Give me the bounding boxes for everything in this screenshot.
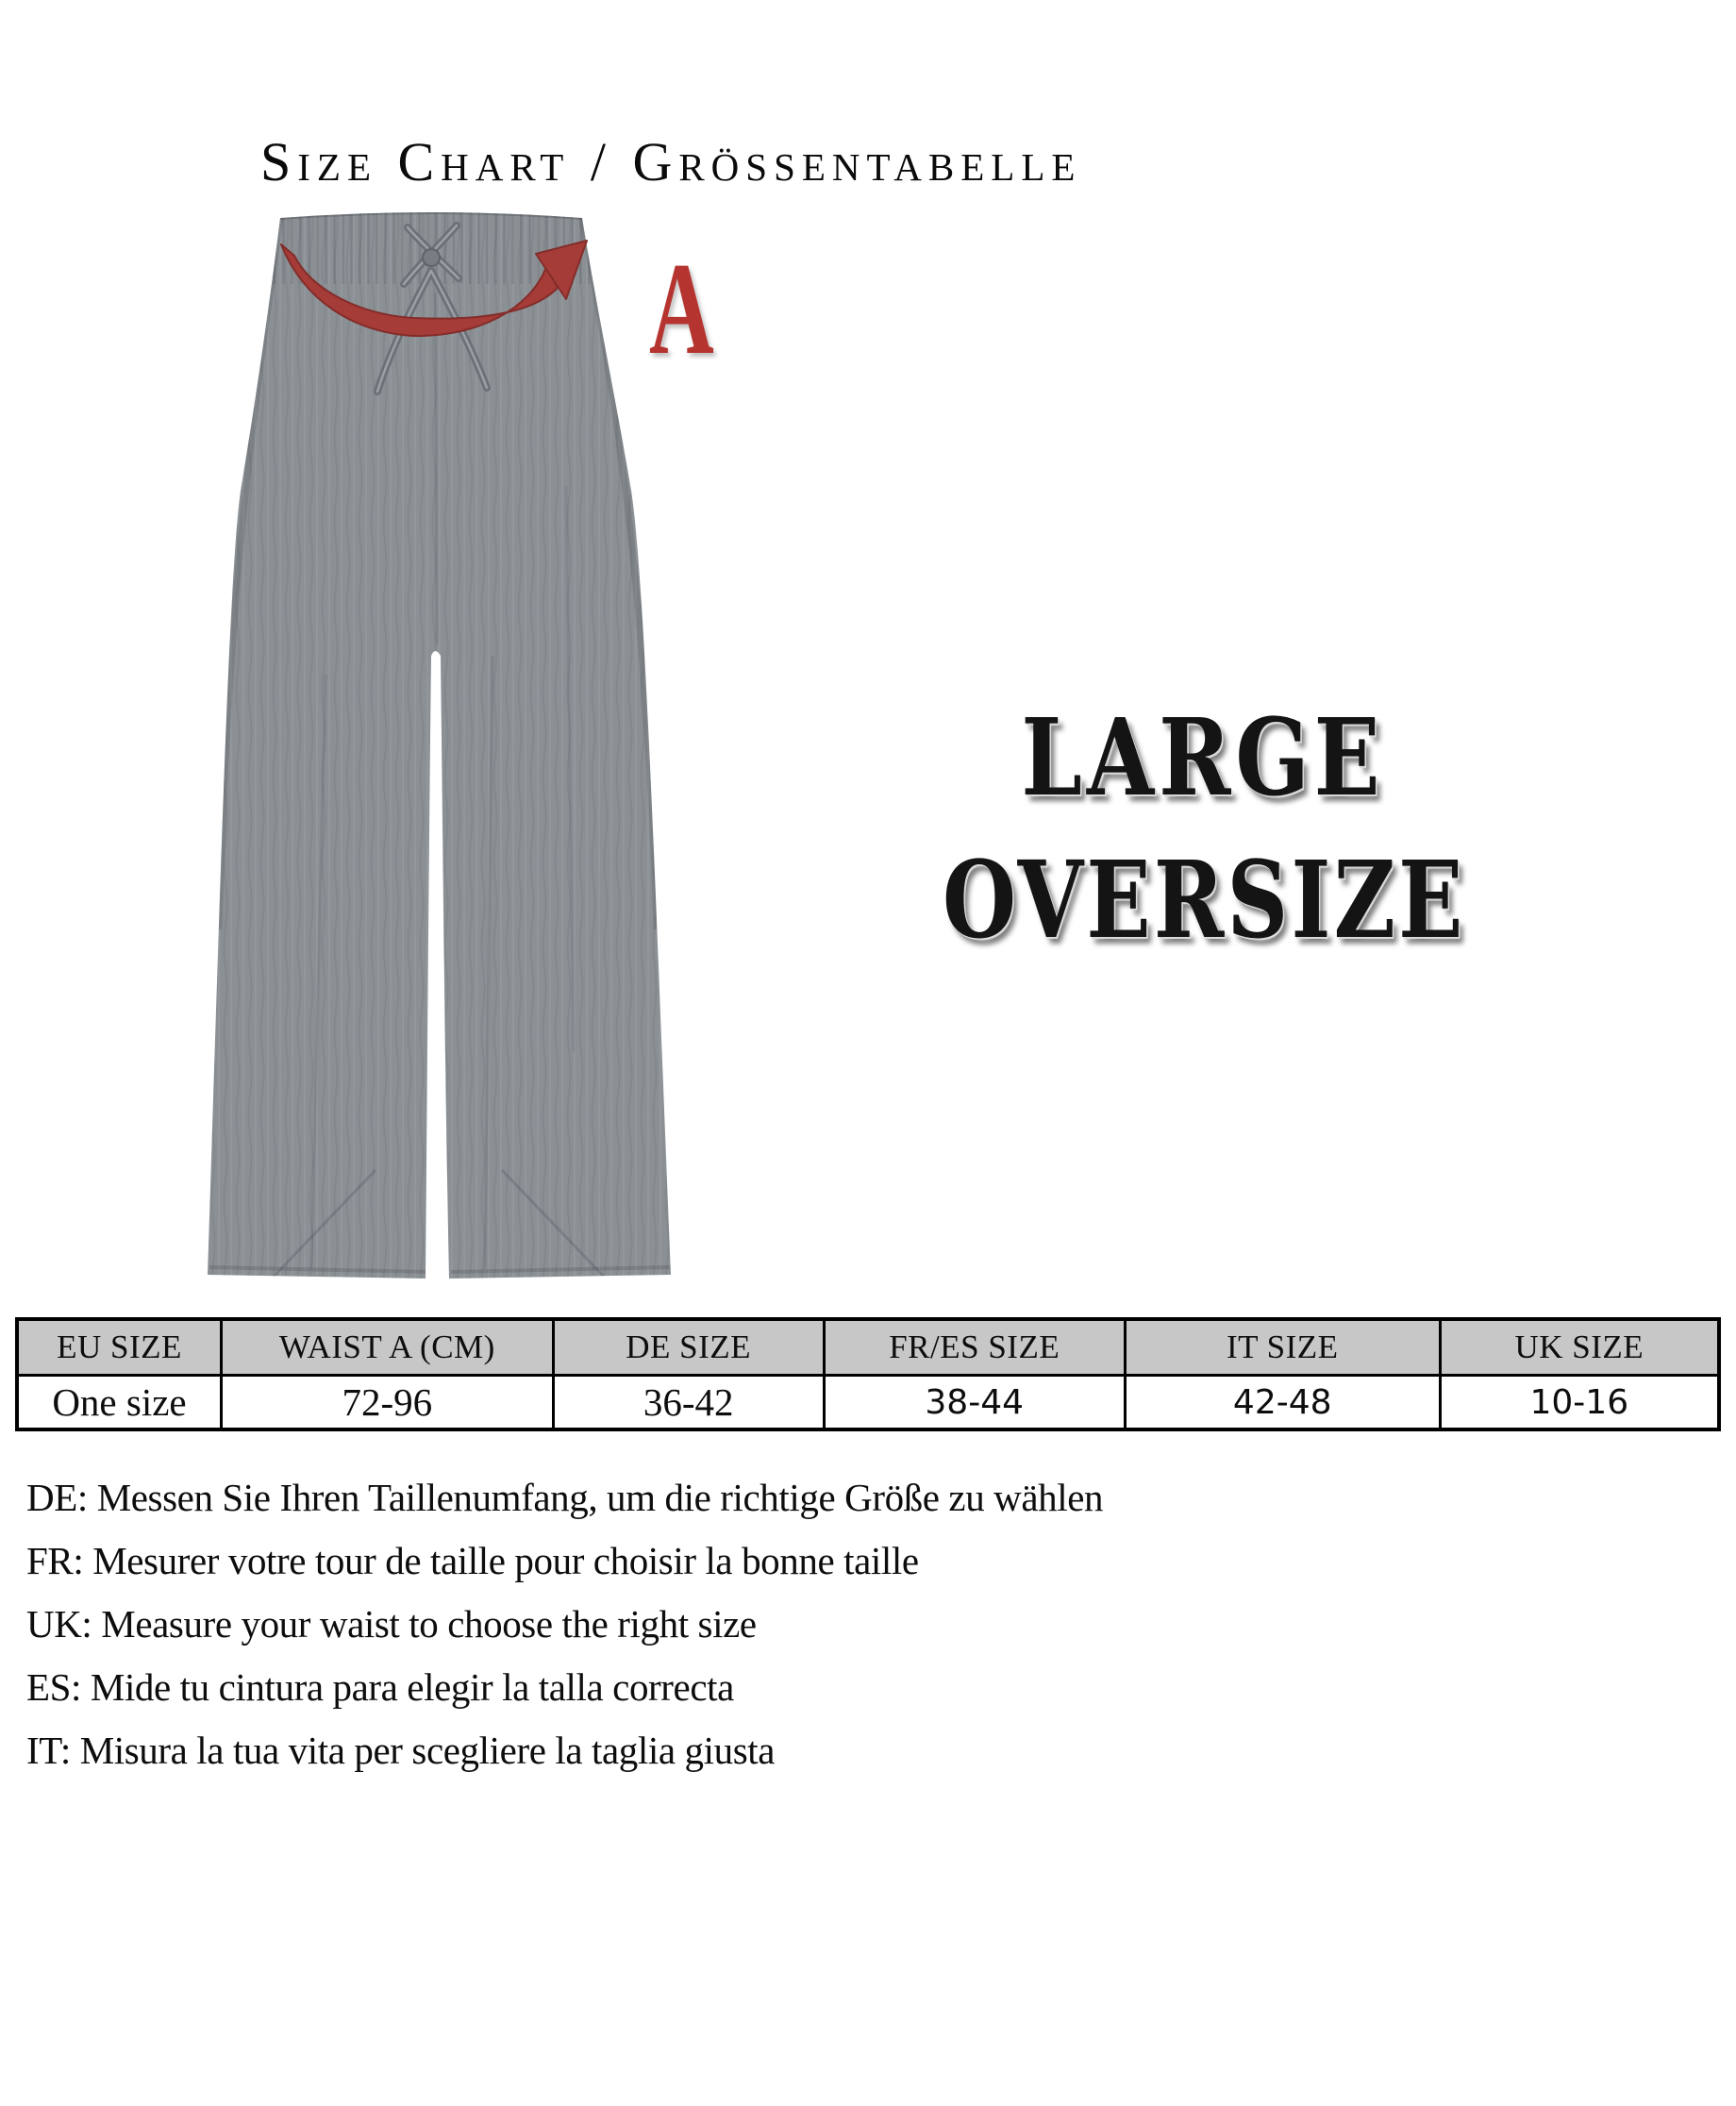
- instruction-fr: FR: Mesurer votre tour de taille pour choisir la bonne taille: [26, 1539, 919, 1582]
- measure-instructions: [26, 1478, 1442, 1794]
- size-table-data-row: [17, 1376, 1719, 1430]
- fabric-texture: [160, 203, 726, 1297]
- cell-fr-es-size: 38-44: [824, 1376, 1125, 1430]
- instruction-de: DE: Messen Sie Ihren Taillenumfang, um die richtige Größe zu wählen: [26, 1476, 1104, 1519]
- header-de-size: DE SIZE: [553, 1319, 824, 1376]
- instruction-uk: UK: Measure your waist to choose the right size: [26, 1602, 757, 1646]
- badge-large-text: LARGE: [1021, 696, 1385, 820]
- header-it-size: IT SIZE: [1125, 1319, 1440, 1376]
- cell-eu-size: One size: [17, 1376, 221, 1430]
- size-table: [15, 1317, 1721, 1431]
- badge-oversize-text: OVERSIZE: [943, 839, 1466, 963]
- header-eu-size: EU SIZE: [17, 1319, 221, 1376]
- header-fr-es-size: FR/ES SIZE: [824, 1319, 1125, 1376]
- cell-it-size: 42-48: [1125, 1376, 1440, 1430]
- instruction-it: IT: Misura la tua vita per scegliere la taglia giusta: [26, 1729, 776, 1772]
- cell-waist-a: 72-96: [221, 1376, 553, 1430]
- pants-illustration: [160, 203, 726, 1297]
- header-waist-a: WAIST A (CM): [221, 1319, 553, 1376]
- pants-svg: [160, 203, 726, 1297]
- size-badge: [877, 696, 1528, 963]
- size-table-header-row: [17, 1319, 1719, 1376]
- page-title: Size Chart / Grössentabelle: [260, 131, 1082, 192]
- instruction-es: ES: Mide tu cintura para elegir la talla correcta: [26, 1665, 734, 1709]
- cell-de-size: 36-42: [553, 1376, 824, 1430]
- cell-uk-size: 10-16: [1440, 1376, 1719, 1430]
- header-uk-size: UK SIZE: [1440, 1319, 1719, 1376]
- waist-label-a: A: [649, 236, 714, 382]
